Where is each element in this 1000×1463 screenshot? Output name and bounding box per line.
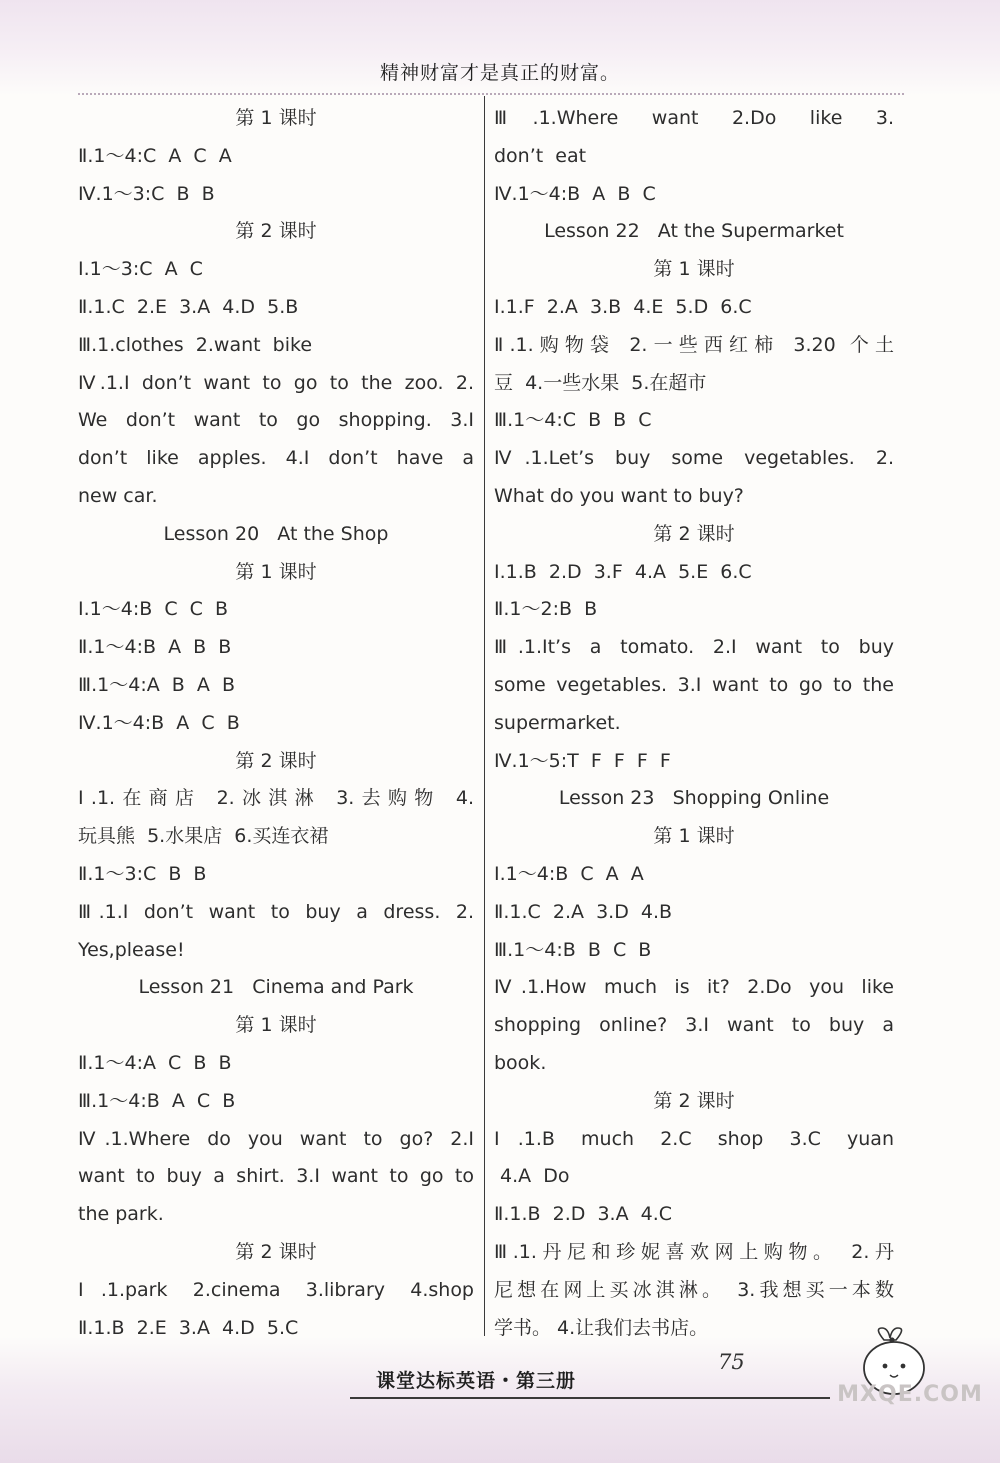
book-title: 课堂达标英语・第三册 [376,1370,577,1392]
answer-line: 4.A Do [494,1165,570,1188]
answer-line: want to buy a shirt. 3.I want to go to [78,1165,474,1188]
answer-line: the park. [78,1203,164,1226]
answer-line: don’t eat [494,144,587,167]
answer-line: Ⅳ.1.Let’s buy some vegetables. 2. [494,447,894,470]
answer-line: Ⅲ.1.It’s a tomato. 2.I want to buy [494,636,894,659]
answer-line: Ⅱ.1～4:B A B B [78,636,232,659]
answer-line: don’t like apples. 4.I don’t have a [78,447,474,470]
answer-line: Lesson 21 Cinema and Park [138,976,414,999]
answer-line: Ⅰ.1.B 2.D 3.F 4.A 5.E 6.C [494,560,752,583]
answer-line: Ⅱ.1.C 2.E 3.A 4.D 5.B [78,295,299,318]
answer-line: supermarket. [494,711,621,734]
answer-line: Ⅳ.1～3:C B B [78,182,215,205]
answer-line: 尼想在网上买冰淇淋。 3.我想买一本数 [494,1278,894,1301]
answer-line: Ⅲ.1.I don’t want to buy a dress. 2. [78,900,474,923]
answer-line: Lesson 20 At the Shop [163,522,389,545]
answer-line: 第 1 课时 [653,825,735,848]
answer-line: Ⅳ.1.How much is it? 2.Do you like [494,976,894,999]
answer-line: Ⅱ.1～2:B B [494,598,598,621]
answer-line: Ⅱ.1～3:C B B [78,862,207,885]
answer-line: Ⅲ.1～4:B A C B [78,1089,236,1112]
answer-line: book. [494,1051,547,1074]
answer-line: 第 1 课时 [235,1014,317,1037]
answer-line: Ⅰ.1.在商店 2.冰淇淋 3.去购物 4. [78,787,474,810]
answer-line: Ⅳ.1.I don’t want to go to the zoo. 2. [78,371,474,394]
answer-line: 第 1 课时 [235,107,317,129]
answer-line: Ⅳ.1～5:T F F F F [494,749,671,772]
answer-line: Ⅱ.1～4:A C B B [78,1051,232,1074]
answer-line: Ⅱ.1.购物袋 2.一些西红柿 3.20 个土 [494,333,894,356]
answer-line: new car. [78,484,158,507]
watermark: MXQE.COM [837,1382,983,1407]
header-motto: 精神财富才是真正的财富。 [379,62,620,84]
answer-line: Ⅱ.1.B 2.D 3.A 4.C [494,1203,673,1226]
answer-line: Ⅰ.1～4:B C C B [78,598,229,621]
answer-line: Ⅰ.1.F 2.A 3.B 4.E 5.D 6.C [494,295,752,318]
left-column [78,100,474,1347]
answer-line: Ⅲ.1～4:B B C B [494,938,652,961]
answer-line: Ⅰ.1～4:B C A A [494,862,644,885]
answer-line: Lesson 22 At the Supermarket [544,220,844,243]
answer-line: 第 1 课时 [653,258,735,281]
answer-line: What do you want to buy? [494,484,744,507]
answer-line: We don’t want to go shopping. 3.I [78,409,474,432]
answer-line: Ⅰ.1.B much 2.C shop 3.C yuan [494,1127,894,1150]
answer-line: 第 2 课时 [653,522,735,545]
answer-line: 第 2 课时 [235,749,317,772]
header-rule [78,93,904,95]
footer-rule [350,1397,830,1399]
answer-line: 第 2 课时 [235,220,317,243]
answer-line: 第 1 课时 [235,560,317,583]
answer-line: Ⅱ.1～4:C A C A [78,144,232,167]
answer-line: 学书。 4.让我们去书店。 [494,1316,709,1339]
answer-line: 第 2 课时 [235,1240,317,1263]
answer-line: shopping online? 3.I want to buy a [494,1014,894,1037]
answer-line: Ⅳ.1～4:B A B C [494,182,656,205]
answer-line: Ⅳ.1～4:B A C B [78,711,240,734]
answer-line: Ⅰ.1～3:C A C [78,258,203,281]
answer-line: Ⅲ.1～4:A B A B [78,673,236,696]
answer-line: Ⅲ.1.Where want 2.Do like 3. [494,107,894,129]
answer-line: Ⅰ.1.park 2.cinema 3.library 4.shop [78,1278,474,1301]
answer-line: 玩具熊 5.水果店 6.买连衣裙 [78,825,329,848]
answer-line: Ⅲ.1.clothes 2.want bike [78,333,313,356]
answer-line: 第 2 课时 [653,1089,735,1112]
right-column [494,100,894,1347]
answer-line: Ⅳ.1.Where do you want to go? 2.I [78,1127,474,1150]
page-number: 75 [718,1350,745,1374]
answer-line: Ⅱ.1.B 2.E 3.A 4.D 5.C [78,1316,299,1339]
answer-line: Ⅱ.1.C 2.A 3.D 4.B [494,900,673,923]
answer-line: Ⅲ.1.丹尼和珍妮喜欢网上购物。 2.丹 [494,1240,894,1263]
answer-line: Lesson 23 Shopping Online [558,787,830,810]
column-divider [484,96,485,1336]
answer-line: some vegetables. 3.I want to go to the [494,673,894,696]
answer-line: Yes,please! [78,938,185,961]
answer-line: Ⅲ.1～4:C B B C [494,409,652,432]
answer-line: 豆 4.一些水果 5.在超市 [494,371,707,394]
